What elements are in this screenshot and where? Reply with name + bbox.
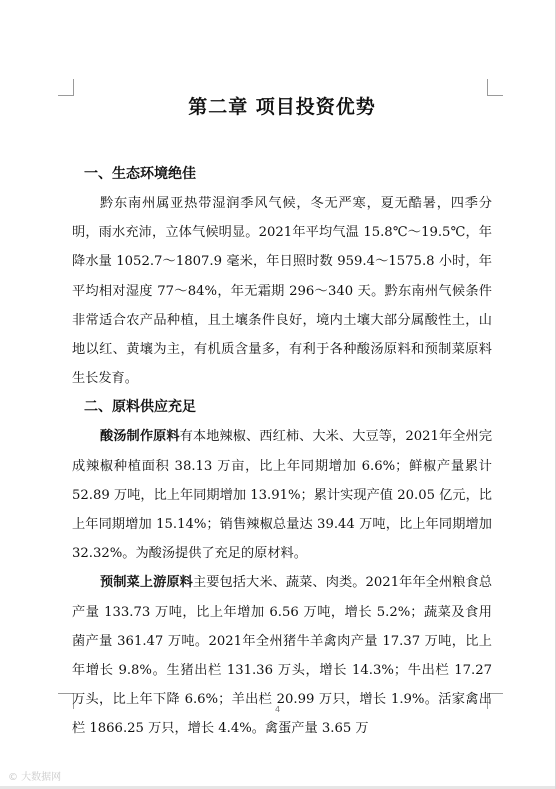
section-materials bbox=[72, 393, 492, 743]
paragraph-lead: 酸汤制作原料 bbox=[100, 429, 180, 445]
paragraph-text: 黔东南州属亚热带湿润季风气候，冬无严寒，夏无酷暑，四季分明，雨水充沛，立体气候明显。2021年平均气温 15.8℃～19.5℃，年降水量 1052.7～1807.9 毫米，年日照时数 959.4～1575.8 小时，年平均相对湿度 77～84%，年无霜期 296～340 天。黔东南州气候条件非常适合农产品种植，且土壤条件良好，境内土壤大部分属酸性土，山地以红、黄壤为主，有机质含量多，有利于各种酸汤原料和预制菜原料生长发育。 bbox=[72, 196, 492, 387]
section-heading: 二、原料供应充足 bbox=[84, 399, 196, 416]
section-heading: 一、生态环境绝佳 bbox=[84, 166, 196, 182]
paragraph bbox=[72, 189, 492, 393]
paragraph-text: 有本地辣椒、西红柿、大米、大豆等，2021年全州完成辣椒种植面积 38.13 万亩，比上年同期增加 6.6%；鲜椒产量累计 52.89 万吨，比上年同期增加 13.91%；累计实现产值 20.05 亿元，比上年同期增加 15.14%；销售辣椒总量达 39.44 万吨，比上年同期增加 32.32%。为酸汤提供了充足的原材料。 bbox=[72, 429, 493, 562]
paragraph-lead: 预制菜上游原料 bbox=[100, 575, 193, 591]
section-ecology bbox=[72, 160, 492, 393]
page-number: 4 bbox=[274, 705, 281, 714]
page-content bbox=[72, 92, 492, 744]
paragraph bbox=[72, 568, 492, 743]
watermark: © 大数据网 bbox=[8, 772, 62, 783]
paragraph bbox=[72, 422, 492, 568]
paragraph-text: 主要包括大米、蔬菜、肉类。2021年年全州粮食总产量 133.73 万吨，比上年增加 6.56 万吨，增长 5.2%；蔬菜及食用菌产量 361.47 万吨。2021年全州猪牛羊禽肉产量 17.37 万吨，比上年增长 9.8%。生猪出栏 131.36 万头，增长 14.3%；牛出栏 17.27 万头，比上年下降 6.6%；羊出栏 20.99 万只，增长 1.9%。活家禽出栏 1866.25 万只，增长 4.4%。禽蛋产量 3.65 万 bbox=[72, 575, 493, 737]
chapter-title: 第二章 项目投资优势 bbox=[188, 96, 376, 118]
